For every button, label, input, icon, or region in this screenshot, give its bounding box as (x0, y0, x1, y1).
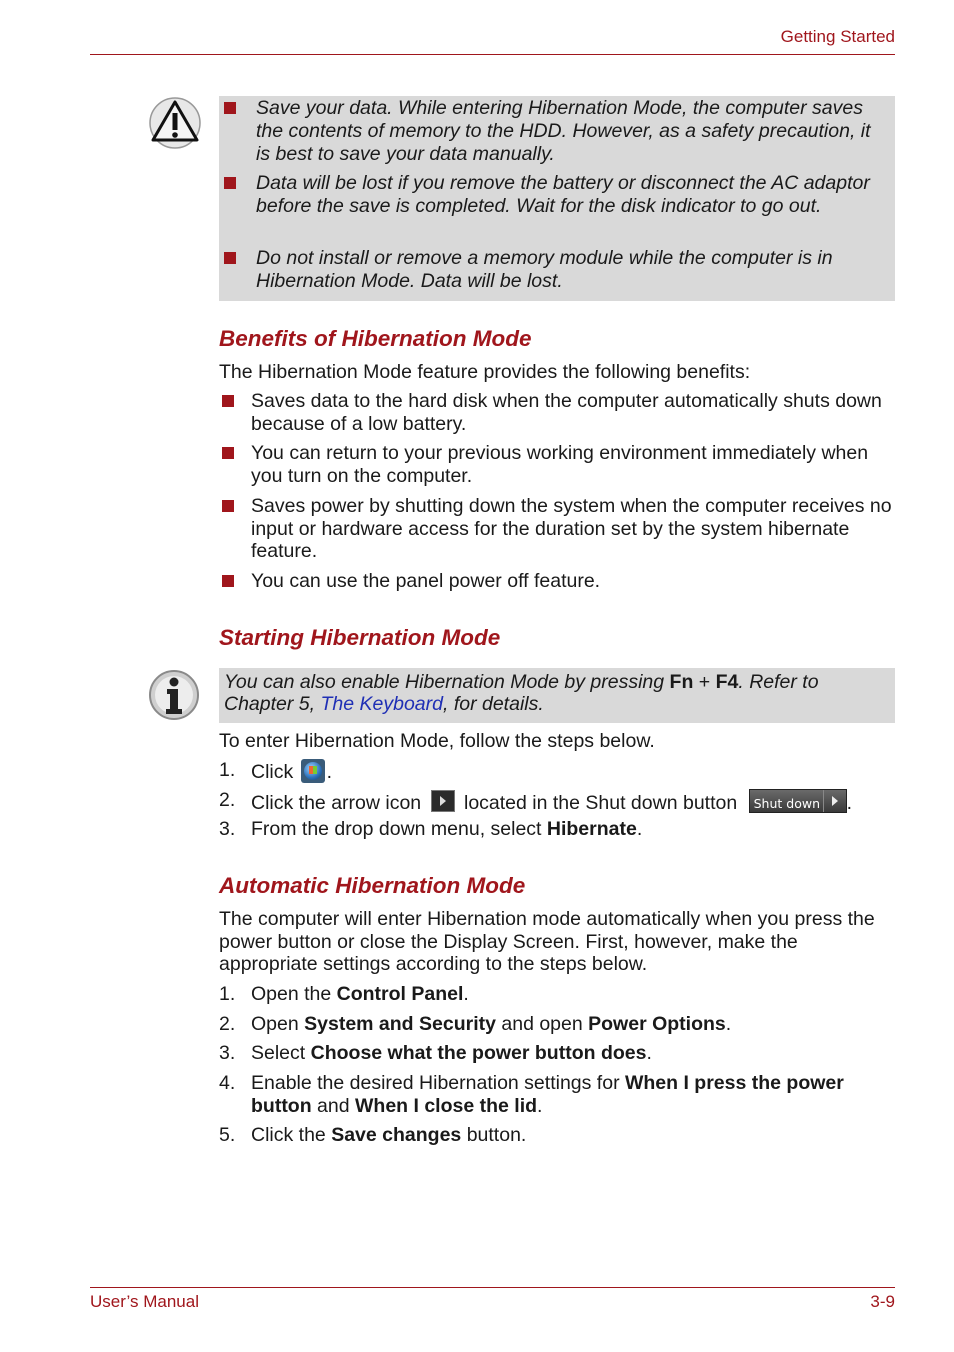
info-note: You can also enable Hibernation Mode by pressing Fn + F4. Refer to Chapter 5, The Keyboard, for details. (219, 668, 895, 723)
automatic-intro: The computer will enter Hibernation mode automatically when you press the power button or close the Display Screen. First, however, make the appropriate settings according to the steps below. (219, 908, 875, 975)
section-heading-benefits: Benefits of Hibernation Mode (219, 326, 532, 351)
running-head: Getting Started (780, 27, 895, 46)
bullet-icon (224, 252, 236, 264)
bullet-icon (224, 177, 236, 189)
bullet-icon (222, 447, 234, 459)
footer-rule (90, 1287, 895, 1288)
bullet-icon (224, 102, 236, 114)
keyboard-chapter-link[interactable]: The Keyboard (320, 693, 443, 715)
bullet-icon (222, 395, 234, 407)
warning-icon (148, 96, 202, 150)
shutdown-button-icon[interactable]: Shut down (749, 789, 847, 813)
bullet-icon (222, 575, 234, 587)
bullet-icon (222, 500, 234, 512)
section-heading-starting: Starting Hibernation Mode (219, 625, 501, 650)
info-icon (148, 669, 200, 721)
page-number: 3-9 (870, 1292, 895, 1311)
warning-note: Save your data. While entering Hibernation Mode, the computer saves the contents of memory to the HDD. However, as a safety precaution, it is best to save your data manually. Data will be lost if you remove the battery or disconnect the AC adaptor before the save is completed. Wait for the disk indicator to go out. Do not install or remove a memory module while the computer is in Hibernation Mode. Data will be lost. (219, 96, 895, 301)
arrow-icon[interactable] (431, 790, 455, 812)
key-fn: Fn (669, 671, 694, 693)
benefits-intro: The Hibernation Mode feature provides the following benefits: (219, 361, 751, 383)
footer-manual-title: User’s Manual (90, 1292, 199, 1311)
header-rule (90, 54, 895, 55)
section-heading-automatic: Automatic Hibernation Mode (219, 873, 526, 898)
starting-intro: To enter Hibernation Mode, follow the steps below. (219, 730, 655, 752)
windows-start-button-icon[interactable] (301, 759, 325, 783)
key-f4: F4 (715, 671, 739, 693)
